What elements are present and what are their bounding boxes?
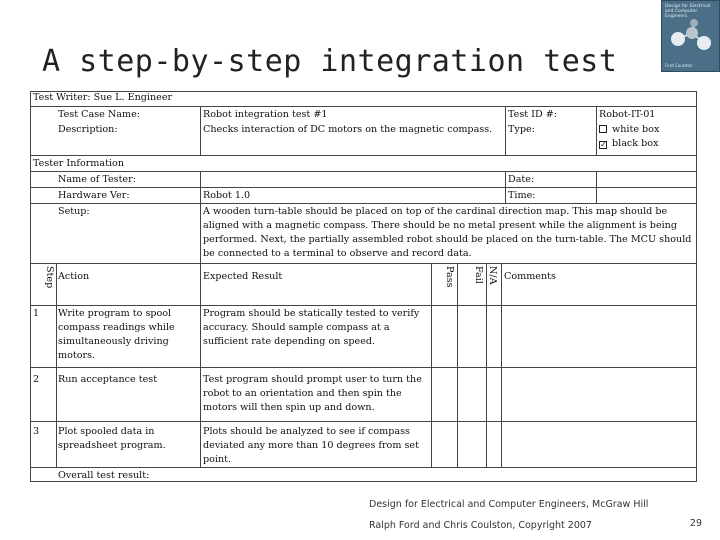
type-option-white-box[interactable] [599,123,659,137]
row-step: 1 [33,308,40,319]
slide-title: A step-by-step integration test [42,44,618,79]
type-option-label: white box [612,124,660,135]
description-label: Description: [58,124,118,135]
column-header-pass: Pass [444,266,455,288]
test-writer: Test Writer: Sue L. Engineer [33,92,173,103]
hardware-ver-value: Robot 1.0 [203,190,251,201]
row-expected: Plots should be analyzed to see if compass deviated any more than 10 degrees from set point. [203,426,419,465]
test-case-name-value: Robot integration test #1 [203,109,328,120]
overall-test-result-label: Overall test result: [58,470,150,481]
row-expected: Program should be statically tested to verify accuracy. Should sample compass at a sufficient rate depending on speed. [203,308,420,347]
description-value: Checks interaction of DC motors on the magnetic compass. [203,124,493,135]
checkbox-black-box[interactable]: ✓ [600,140,607,149]
date-label: Date: [508,174,535,185]
time-label: Time: [508,190,536,201]
row-step: 3 [33,426,40,437]
footer-copyright: Ralph Ford and Chris Coulston, Copyright 2007 [369,520,592,531]
row-action: Plot spooled data in spreadsheet program. [58,426,166,451]
book-cover-image [661,0,720,72]
setup-value: A wooden turn-table should be placed on top of the cardinal direction map. This map should be aligned with a magnetic compass. There should be no metal present while the alignment is being performed. Next, the partially assembled robot should be placed on the turn-table. The MCU should be connected to a terminal to observe and record data. [203,206,692,259]
page-number: 29 [689,518,702,529]
column-header-fail: Fail [473,266,484,284]
tester-info-heading: Tester Information [33,158,124,169]
name-of-tester-label: Name of Tester: [58,174,136,185]
column-header-step: Step [44,266,55,289]
row-expected: Test program should prompt user to turn the robot to an orientation and then spin the motors will then spin up and down. [203,374,422,413]
test-id-label: Test ID #: [508,109,557,120]
book-cover-title: Design for Electrical and Computer Engineers [665,4,711,19]
column-header-comments: Comments [504,271,556,282]
book-cover-authors: Ford Coulston [665,62,693,68]
column-header-na: N/A [487,266,498,285]
molecule-icon [668,19,714,55]
setup-label: Setup: [58,206,90,217]
column-header-expected: Expected Result [203,271,283,282]
type-option-black-box[interactable] [599,137,659,151]
column-header-action: Action [58,271,90,282]
hardware-ver-label: Hardware Ver: [58,190,130,201]
checkbox-white-box[interactable] [599,125,607,133]
footer-book-title: Design for Electrical and Computer Engineers, McGraw Hill [369,499,649,510]
row-step: 2 [33,374,40,385]
test-case-name-label: Test Case Name: [58,109,140,120]
type-option-label: black box [612,138,659,149]
row-action: Run acceptance test [58,374,158,385]
row-action: Write program to spool compass readings while simultaneously driving motors. [58,308,175,361]
test-id-value: Robot-IT-01 [599,109,656,120]
type-label: Type: [508,124,535,135]
